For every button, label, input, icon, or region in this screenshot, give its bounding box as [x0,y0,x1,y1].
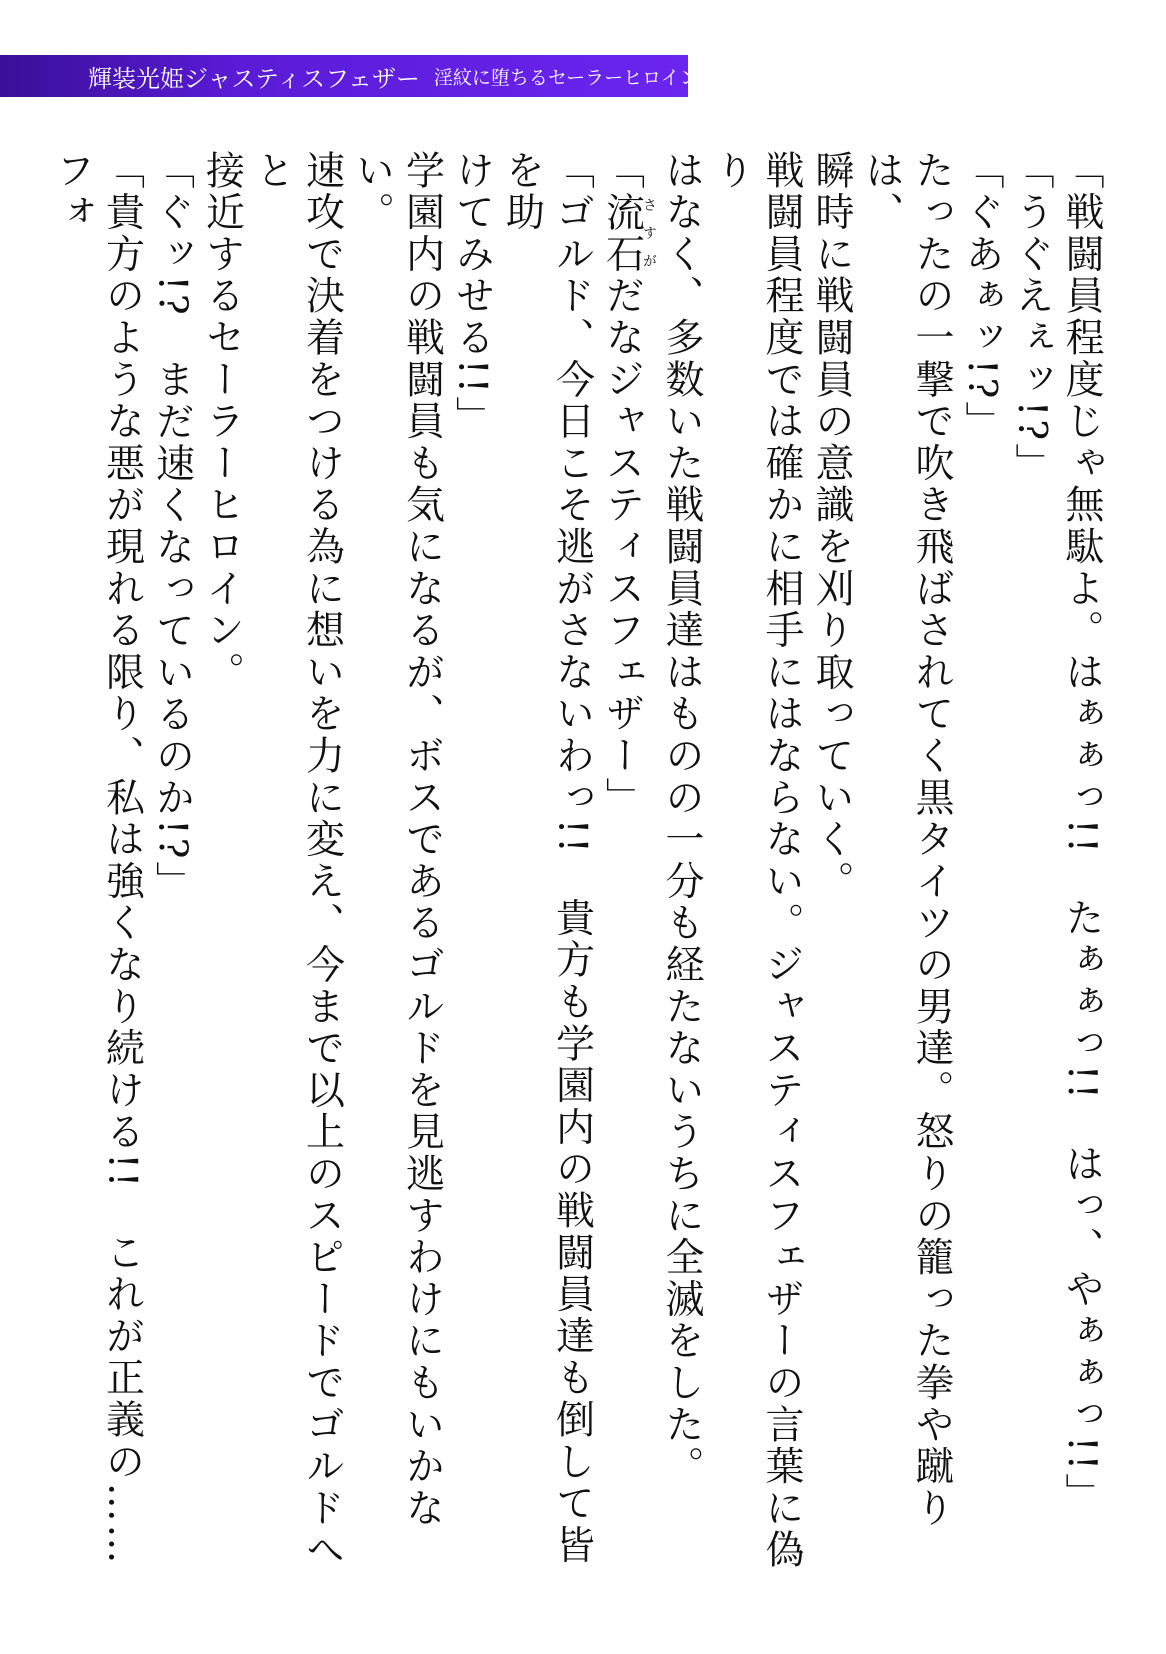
text-line: 戦闘員程度では確かに相手にはならない。ジャスティスフェザーの言葉に偽り [709,150,804,1572]
book-subtitle: 淫紋に堕ちるセーラーヒロイン [433,66,699,89]
header-bar [0,55,699,97]
ruby-reading: さすが [641,191,657,276]
text-line: はなく、多数いた戦闘員達はものの一分も経たないうちに全滅をした。 [659,150,704,1488]
text-line: 「ぐあぁッ!?」 [959,150,1004,443]
ruby-line-after: だなジャスティスフェザー」 [599,275,645,819]
text-line: 「うぐえぇッ!?」 [1009,150,1054,485]
text-line: 「戦闘員程度じゃ無駄よ。はぁぁっ!! たぁぁっ!! はっ、やぁぁっ!!」 [1059,150,1104,1515]
text-line: 「貴方のような悪が現れる限り、私は強くなり続ける!! これが正義の……フォ [49,150,145,1567]
vertical-text-body [49,150,1106,1590]
ruby-line-before: 「 [599,150,645,192]
text-line: 「ゴルド、今日こそ逃がさないわっ!! 貴方も学園内の戦闘員達も倒して皆を助 [499,150,595,1567]
text-line: 「ぐッ!? まだ速くなっているのか!?」 [149,150,195,904]
text-line-with-ruby [597,150,657,1590]
ruby-base: 流石 [599,191,645,276]
ruby-word [599,191,657,276]
book-title: 輝装光姫ジャスティスフェザー [88,64,420,93]
text-line: けてみせる!!」 [449,150,495,438]
text-line: 瞬時に戦闘員の意識を刈り取っていく。 [809,150,854,903]
text-line: 接近するセーラーヒロイン。 [199,150,245,694]
text-line: 学園内の戦闘員も気になるが、ボスであるゴルドを見逃すわけにもいかない。 [349,150,445,1530]
text-line: 速攻で決着をつける為に想いを力に変え、今まで以上のスピードでゴルドへと [249,150,345,1572]
text-line: たったの一撃で吹き飛ばされてく黒タイツの男達。怒りの籠った拳や蹴りは、 [859,150,954,1530]
